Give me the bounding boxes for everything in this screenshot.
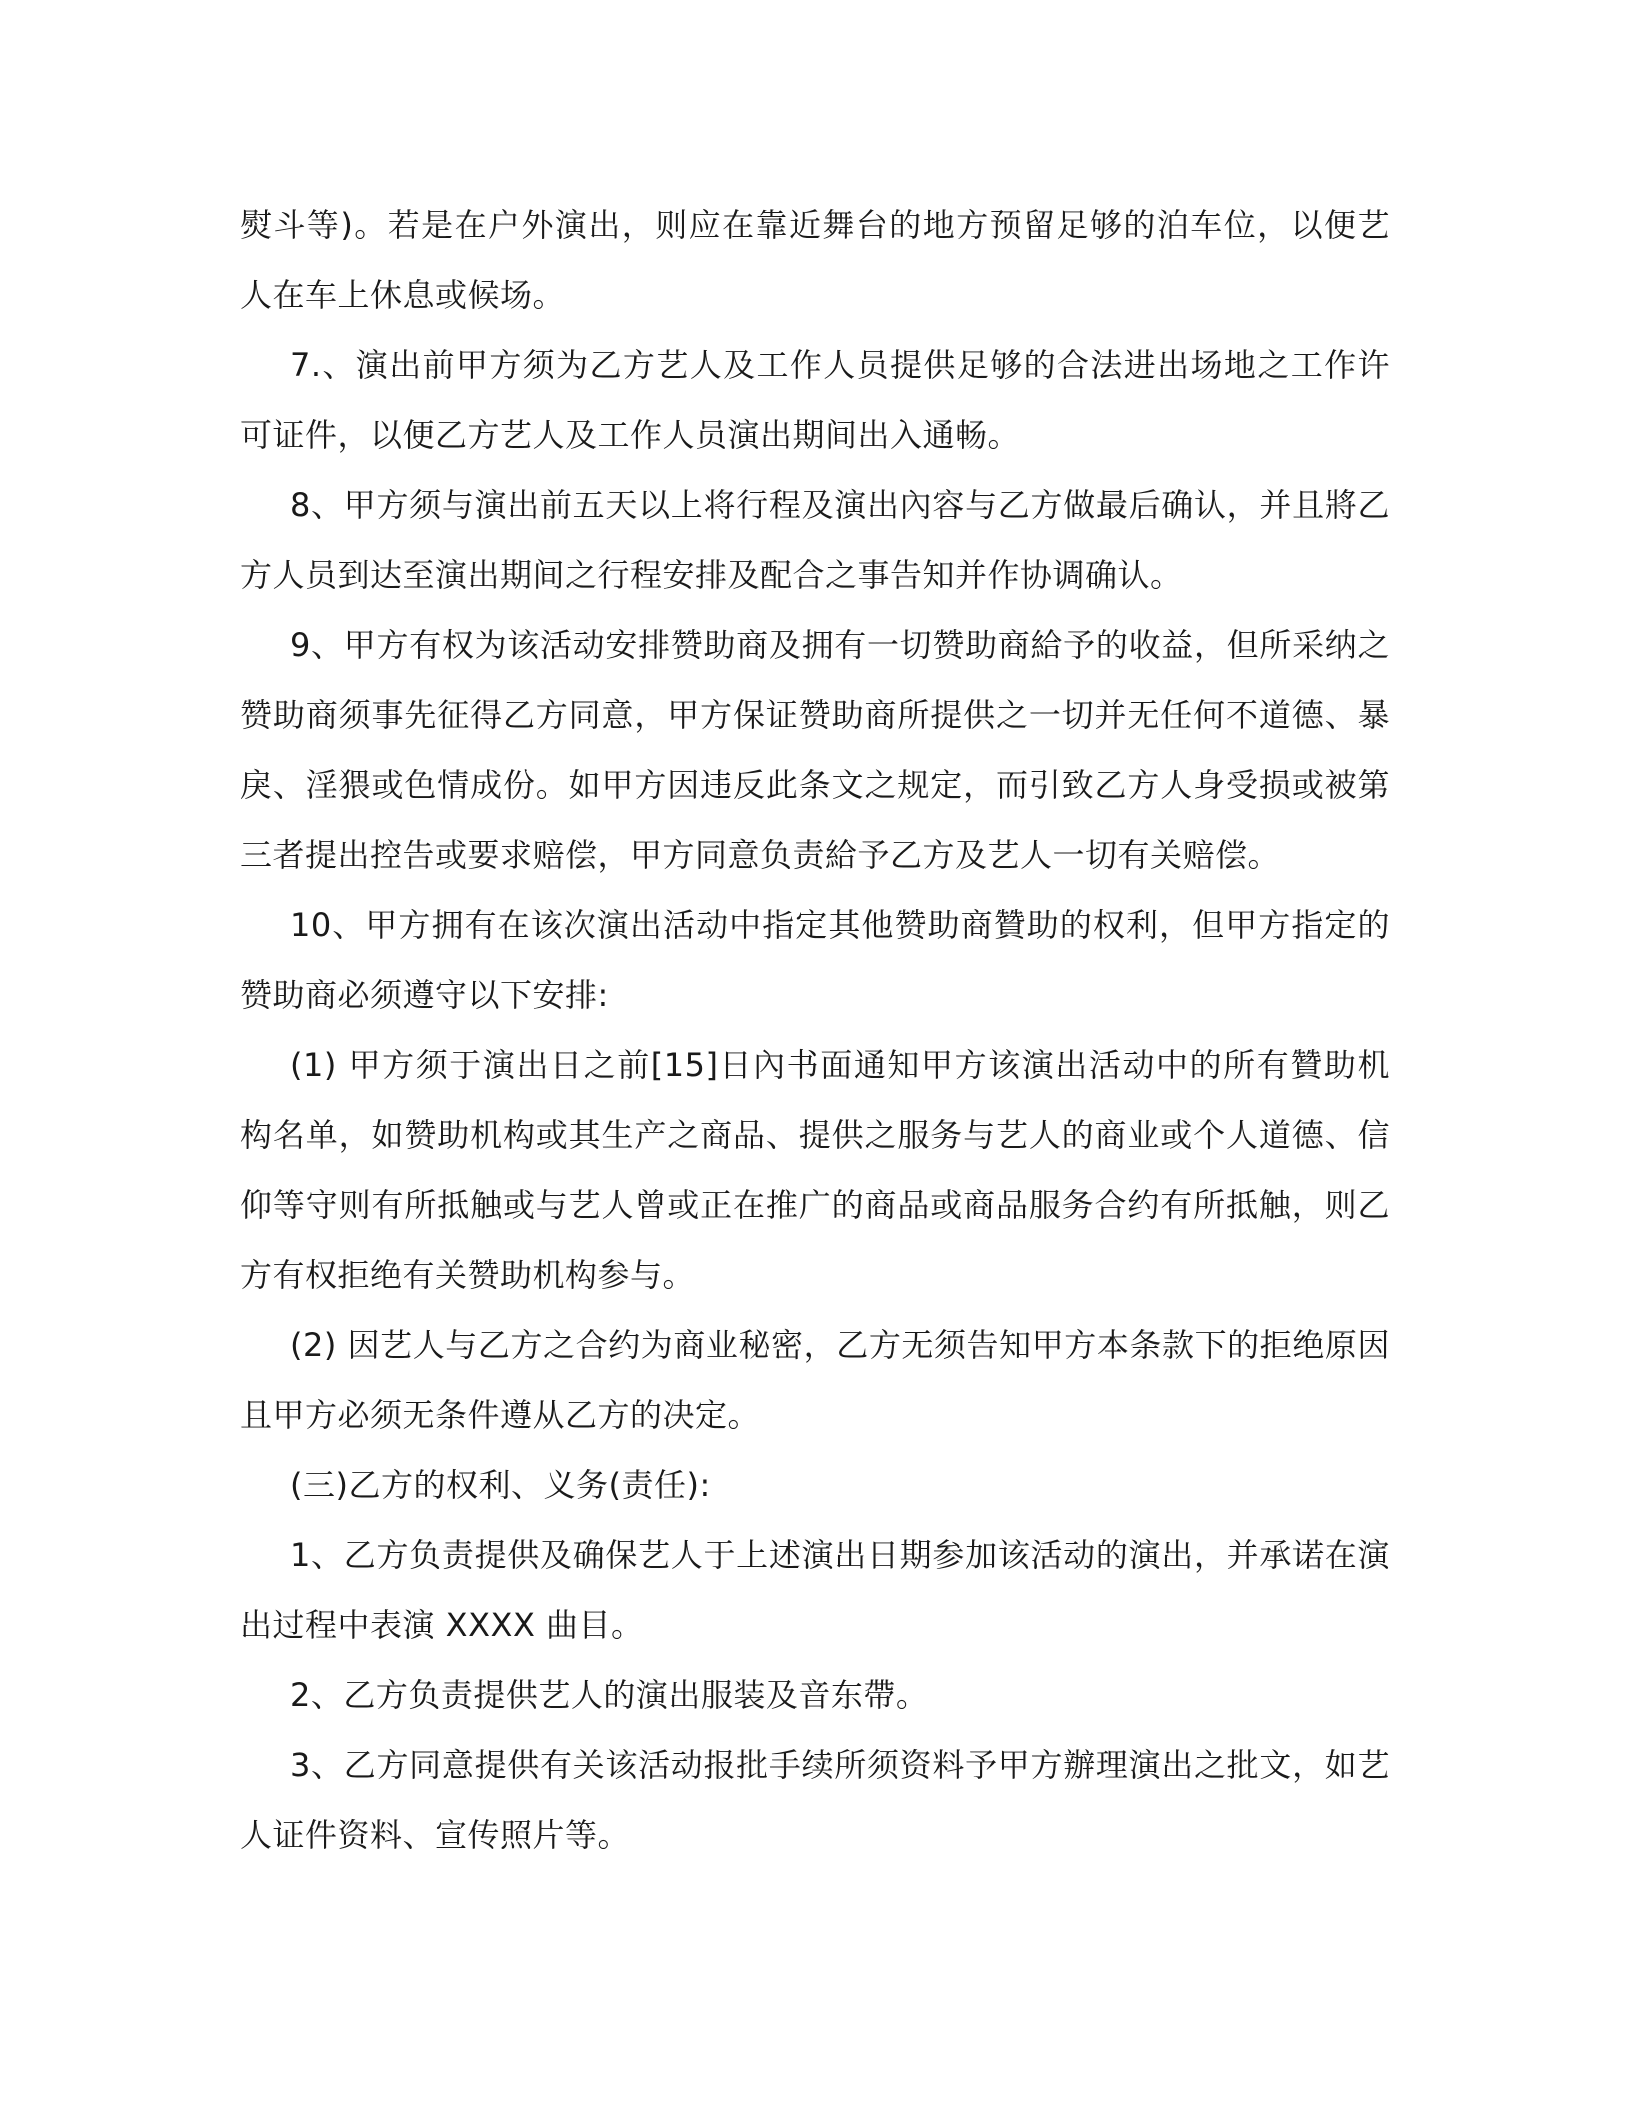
- paragraph: 8、甲方须与演出前五天以上将行程及演出內容与乙方做最后确认，并且將乙方人员到达至演出期间之行程安排及配合之事告知并作协调确认。: [240, 486, 1390, 594]
- paragraph: 1、乙方负责提供及确保艺人于上述演出日期参加该活动的演出，并承诺在演出过程中表演 XXXX 曲目。: [240, 1536, 1390, 1644]
- document-body: [240, 190, 1390, 1870]
- paragraph: 7.、演出前甲方须为乙方艺人及工作人员提供足够的合法进出场地之工作许可证件，以便乙方艺人及工作人员演出期间出入通畅。: [240, 346, 1390, 454]
- paragraph: 9、甲方有权为该活动安排赞助商及拥有一切赞助商給予的收益，但所采纳之赞助商须事先征得乙方同意，甲方保证赞助商所提供之一切并无任何不道德、暴戾、淫猥或色情成份。如甲方因违反此条文之规定，而引致乙方人身受损或被第三者提出控告或要求赔偿，甲方同意负责給予乙方及艺人一切有关赔偿。: [240, 626, 1390, 874]
- paragraph: (2) 因艺人与乙方之合约为商业秘密，乙方无须告知甲方本条款下的拒绝原因且甲方必须无条件遵从乙方的决定。: [240, 1326, 1390, 1434]
- paragraph: 2、乙方负责提供艺人的演出服装及音东帶。: [290, 1676, 929, 1714]
- paragraph: 熨斗等)。若是在户外演出，则应在靠近舞台的地方预留足够的泊车位，以便艺人在车上休息或候场。: [240, 206, 1390, 314]
- section-heading: (三)乙方的权利、义务(责任):: [290, 1466, 711, 1504]
- paragraph: (1) 甲方须于演出日之前[15]日內书面通知甲方该演出活动中的所有贊助机构名单，如赞助机构或其生产之商品、提供之服务与艺人的商业或个人道德、信仰等守则有所抵触或与艺人曾或正在推广的商品或商品服务合约有所抵触，则乙方有权拒绝有关赞助机构参与。: [240, 1046, 1390, 1294]
- paragraph: 10、甲方拥有在该次演出活动中指定其他赞助商贊助的权利，但甲方指定的赞助商必须遵守以下安排:: [240, 906, 1390, 1014]
- paragraph: 3、乙方同意提供有关该活动报批手续所须资料予甲方辦理演出之批文，如艺人证件资料、宣传照片等。: [240, 1746, 1390, 1854]
